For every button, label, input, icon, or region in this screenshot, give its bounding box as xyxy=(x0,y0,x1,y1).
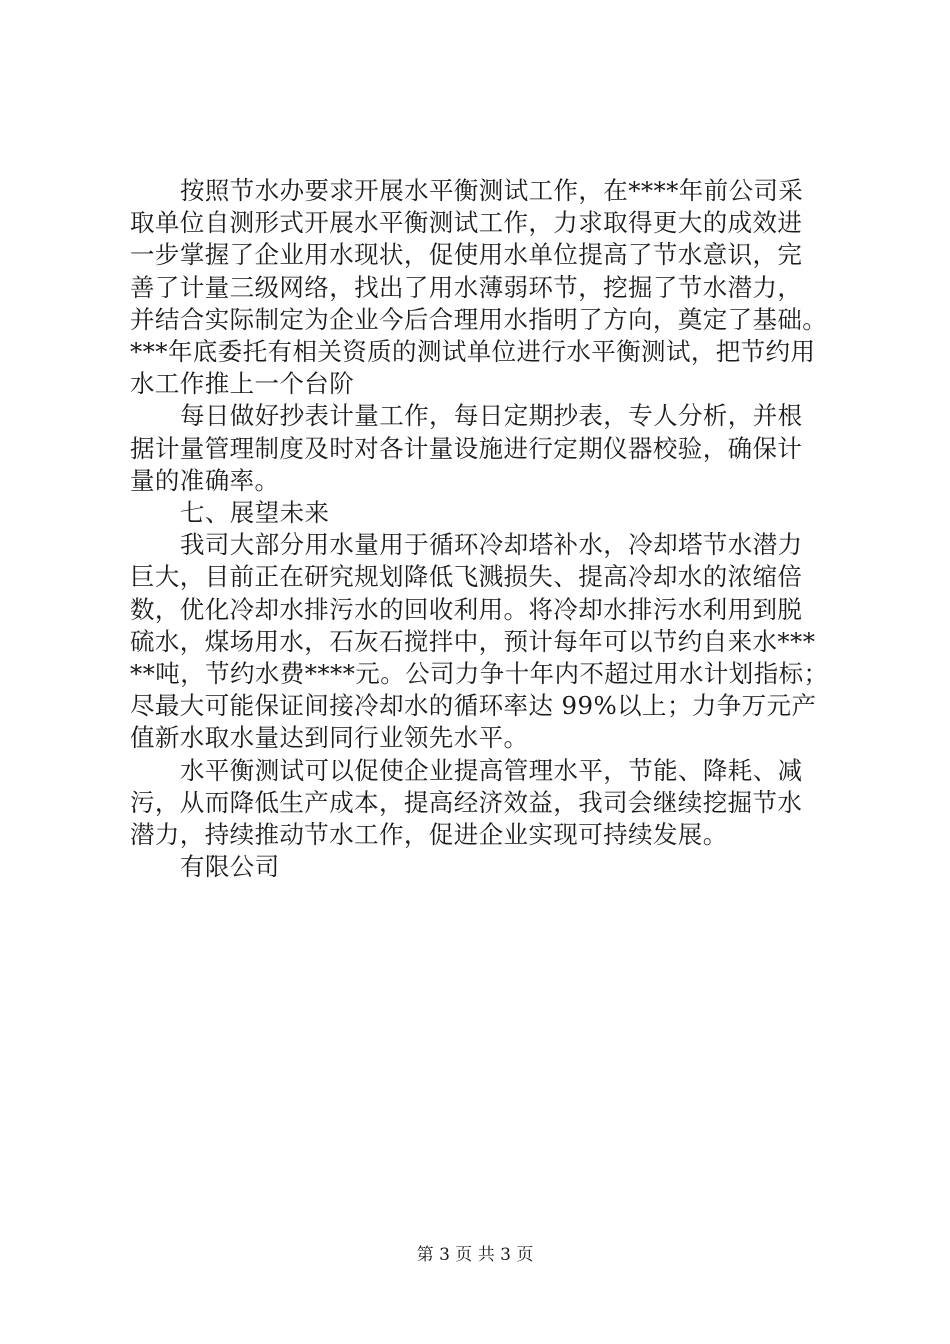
document-body xyxy=(130,175,850,883)
paragraph-line: 潜力，持续推动节水工作，促进企业实现可持续发展。 xyxy=(130,820,728,850)
paragraph-line: 量的准确率。 xyxy=(130,465,280,495)
page-footer xyxy=(0,1244,950,1266)
paragraph-line: 并结合实际制定为企业今后合理用水指明了方向，奠定了基础。 xyxy=(130,304,828,334)
paragraph-line: ***年底委托有相关资质的测试单位进行水平衡测试，把节约用 xyxy=(130,337,816,367)
paragraph-line: 水平衡测试可以促使企业提高管理水平，节能、降耗、减 xyxy=(180,755,803,785)
paragraph-line: 按照节水办要求开展水平衡测试工作，在****年前公司采 xyxy=(180,176,804,205)
paragraph-line: 尽最大可能保证间接冷却水的循环率达 99%以上；力争万元产 xyxy=(130,691,817,721)
paragraph-line: **吨，节约水费****元。公司力争十年内不超过用水计划指标； xyxy=(130,659,829,689)
paragraph-line: 据计量管理制度及时对各计量设施进行定期仪器校验，确保计 xyxy=(130,433,803,463)
paragraph-line: 水工作推上一个台阶 xyxy=(130,369,355,399)
paragraph-line: 一步掌握了企业用水现状，促使用水单位提高了节水意识，完 xyxy=(130,240,803,270)
signature-company: 有限公司 xyxy=(180,852,280,882)
paragraph-line: 硫水，煤场用水，石灰石搅拌中，预计每年可以节约自来水*** xyxy=(130,626,816,656)
paragraph-line: 我司大部分用水量用于循环冷却塔补水，冷却塔节水潜力 xyxy=(180,530,803,560)
paragraph-line: 取单位自测形式开展水平衡测试工作，力求取得更大的成效进 xyxy=(130,208,803,238)
paragraph-line: 污，从而降低生产成本，提高经济效益，我司会继续挖掘节水 xyxy=(130,787,803,817)
page-number: 第 3 页 共 3 页 xyxy=(416,1245,534,1265)
paragraph-line: 善了计量三级网络，找出了用水薄弱环节，挖掘了节水潜力， xyxy=(130,272,803,302)
paragraph-line: 值新水取水量达到同行业领先水平。 xyxy=(130,723,529,753)
section-heading: 七、展望未来 xyxy=(180,498,330,528)
paragraph-line: 巨大，目前正在研究规划降低飞溅损失、提高冷却水的浓缩倍 xyxy=(130,562,803,592)
paragraph-line: 每日做好抄表计量工作，每日定期抄表，专人分析，并根 xyxy=(180,401,803,431)
paragraph-line: 数，优化冷却水排污水的回收利用。将冷却水排污水利用到脱 xyxy=(130,594,803,624)
